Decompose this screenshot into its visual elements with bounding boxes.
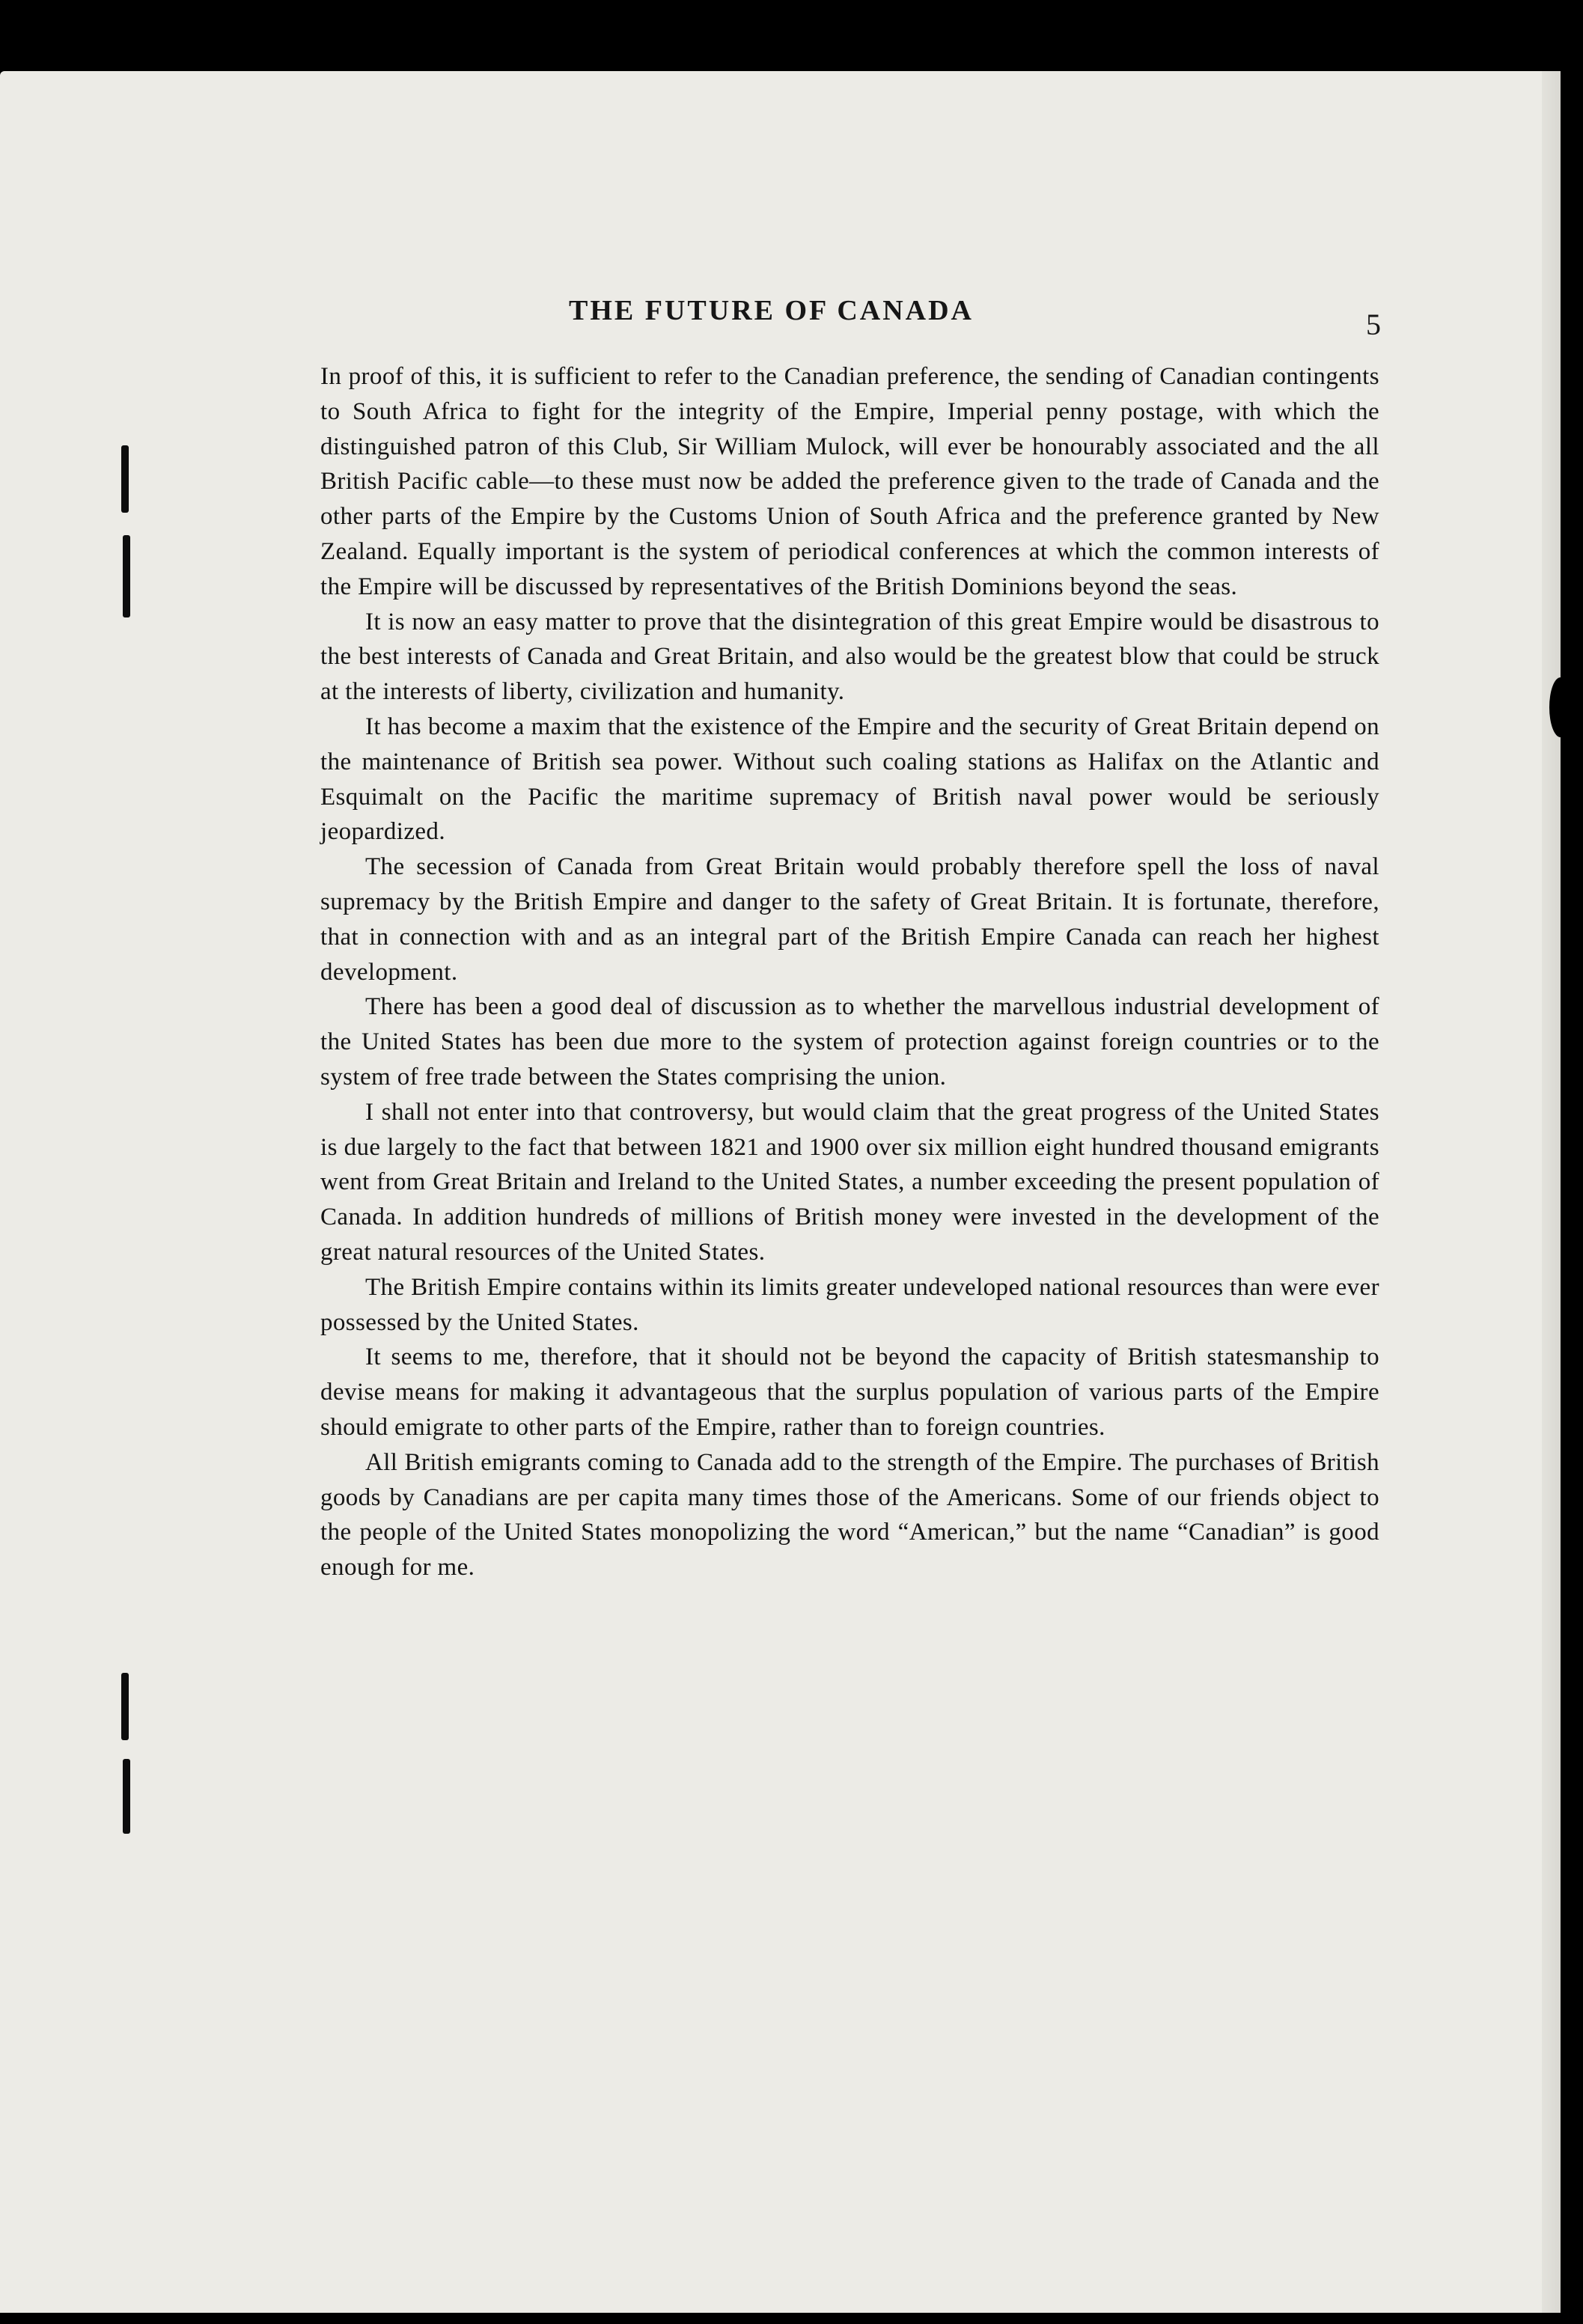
scan-speck bbox=[0, 30, 13, 60]
binding-mark bbox=[123, 1759, 130, 1834]
paragraph: There has been a good deal of discussion as to whether the marvellous industrial development of the United States has been due more to the system of protection against foreign countries or to the system of free trade between the States comprising the union. bbox=[320, 993, 1379, 1091]
scan-speck bbox=[1422, 1, 1436, 10]
page-number: 5 bbox=[1366, 308, 1381, 341]
paragraph: The secession of Canada from Great Britain would probably therefore spell the loss of naval supremacy by the British Empire and danger to the safety of Great Britain. It is fortunate, therefore, that in connection with and as an integral part of the British Empire Canada can reach her highest development. bbox=[320, 853, 1379, 986]
binding-mark bbox=[123, 535, 130, 617]
paragraph: The British Empire contains within its limits greater undeveloped national resources than were ever possessed by the United States. bbox=[320, 1273, 1379, 1336]
running-title: THE FUTURE OF CANADA bbox=[569, 295, 974, 326]
body-text bbox=[320, 359, 1379, 1585]
paragraph: In proof of this, it is sufficient to refer to the Canadian preference, the sending of Canadian contingents to South Africa to fight for the integrity of the Empire, Imperial penny postage, with which the distinguished patron of this Club, Sir William Mulock, will ever be honourably associated and the all British Pacific cable—to these must now be added the preference given to the trade of Canada and the other parts of the Empire by the Customs Union of South Africa and the preference granted by New Zealand. Equally important is the system of periodical conferences at which the common interests of the Empire will be discussed by representatives of the British Dominions beyond the seas. bbox=[320, 363, 1379, 600]
scan-speck bbox=[1377, 6, 1407, 22]
paragraph: It has become a maxim that the existence of the Empire and the security of Great Britain depend on the maintenance of British sea power. Without such coaling stations as Halifax on the Atlantic and Esquimalt on the Pacific the maritime supremacy of British naval power would be seriously jeopardized. bbox=[320, 713, 1379, 846]
scan-speck bbox=[1549, 677, 1572, 737]
paragraph: I shall not enter into that controversy, but would claim that the great progress of the United States is due largely to the fact that between 1821 and 1900 over six million eight hundred thousand emigrants went from Great Britain and Ireland to the United States, a number exceeding the present population of Canada. In addition hundreds of millions of British money were invested in the development of the great natural resources of the United States. bbox=[320, 1098, 1379, 1266]
binding-mark bbox=[121, 445, 129, 513]
paragraph: All British emigrants coming to Canada add to the strength of the Empire. The purchases of British goods by Canadians are per capita many times those of the Americans. Some of our friends object to the people of the United States monopolizing the word “American,” but the name “Canadian” is good enough for me. bbox=[320, 1448, 1379, 1582]
paragraph: It seems to me, therefore, that it should not be beyond the capacity of British statesmanship to devise means for making it advantageous that the surplus population of various parts of the Empire should emigrate to other parts of the Empire, rather than to foreign countries. bbox=[320, 1344, 1379, 1441]
page-edge bbox=[1542, 71, 1561, 2313]
binding-mark bbox=[121, 1673, 129, 1740]
paragraph: It is now an easy matter to prove that the disintegration of this great Empire would be disastrous to the best interests of Canada and Great Britain, and also would be the greatest blow that could be struck at the interests of liberty, civilization and humanity. bbox=[320, 608, 1379, 706]
